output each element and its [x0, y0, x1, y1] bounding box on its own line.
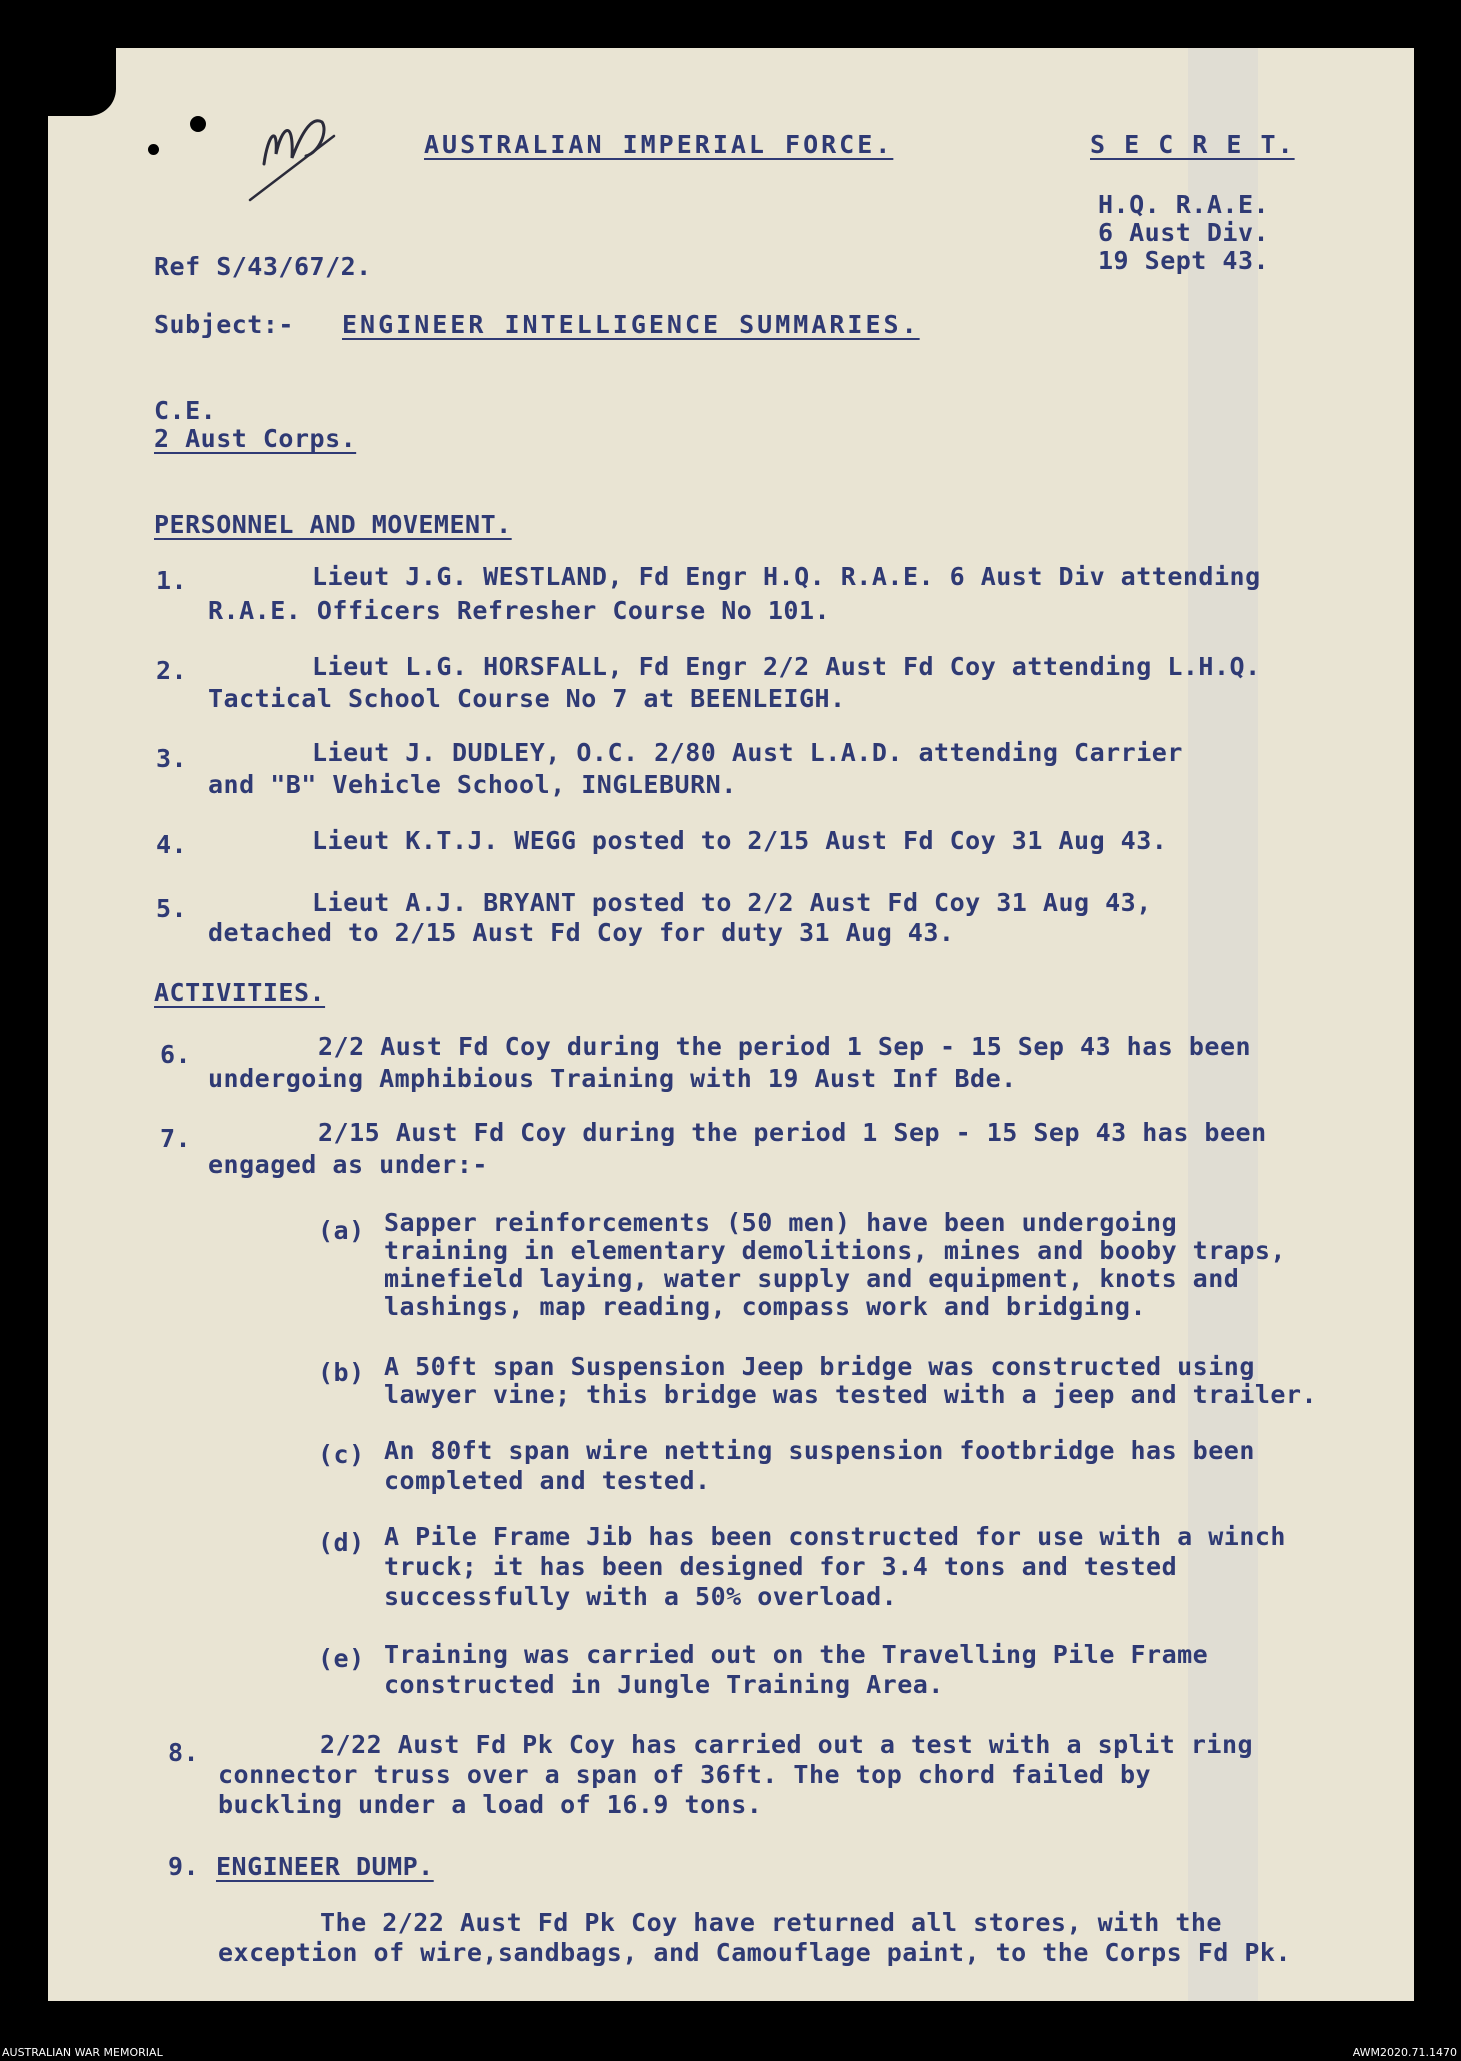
item-text-line: Lieut J. DUDLEY, O.C. 2/80 Aust L.A.D. attending Carrier — [312, 738, 1183, 767]
item-text-line: undergoing Amphibious Training with 19 Aust Inf Bde. — [208, 1064, 1017, 1093]
archive-name: AUSTRALIAN WAR MEMORIAL — [2, 2046, 163, 2059]
item-text-line: R.A.E. Officers Refresher Course No 101. — [208, 596, 831, 625]
sub-item-line: An 80ft span wire netting suspension footbridge has been — [384, 1436, 1255, 1465]
engineer-dump-heading: ENGINEER DUMP. — [216, 1852, 434, 1881]
torn-corner — [48, 48, 116, 116]
item-text-line: Lieut K.T.J. WEGG posted to 2/15 Aust Fd Coy 31 Aug 43. — [312, 826, 1168, 855]
item-number: 6. — [160, 1040, 192, 1069]
sub-item-letter: (d) — [318, 1528, 365, 1557]
archive-footer — [0, 2044, 1461, 2061]
from-line-2: 6 Aust Div. — [1098, 218, 1270, 247]
item-text-line: 2/22 Aust Fd Pk Coy has carried out a test with a split ring — [320, 1730, 1254, 1759]
activities-heading: ACTIVITIES. — [154, 978, 326, 1007]
sub-item-line: A 50ft span Suspension Jeep bridge was constructed using — [384, 1352, 1255, 1381]
item-text-line: Lieut L.G. HORSFALL, Fd Engr 2/2 Aust Fd Coy attending L.H.Q. — [312, 652, 1261, 681]
addressee-line-1: C.E. — [154, 396, 217, 425]
item-number: 2. — [156, 656, 188, 685]
sub-item-line: lashings, map reading, compass work and bridging. — [384, 1292, 1147, 1321]
fold-shadow — [1188, 48, 1258, 2001]
sub-item-line: lawyer vine; this bridge was tested with a jeep and trailer. — [384, 1380, 1318, 1409]
item-number: 7. — [160, 1124, 192, 1153]
item-text-line: Lieut A.J. BRYANT posted to 2/2 Aust Fd Coy 31 Aug 43, — [312, 888, 1152, 917]
sub-item-line: Training was carried out on the Travelling Pile Frame — [384, 1640, 1209, 1669]
item-text-line: engaged as under:- — [208, 1150, 488, 1179]
sub-item-line: training in elementary demolitions, mines and booby traps, — [384, 1236, 1286, 1265]
item-number: 1. — [156, 566, 188, 595]
item-number: 9. — [168, 1852, 200, 1881]
sub-item-line: Sapper reinforcements (50 men) have been undergoing — [384, 1208, 1178, 1237]
item-text-line: Tactical School Course No 7 at BEENLEIGH. — [208, 684, 846, 713]
item-number: 5. — [156, 894, 188, 923]
item-text-line: 2/2 Aust Fd Coy during the period 1 Sep - 15 Sep 43 has been — [318, 1032, 1252, 1061]
item-text-line: Lieut J.G. WESTLAND, Fd Engr H.Q. R.A.E. 6 Aust Div attending — [312, 562, 1261, 591]
sub-item-letter: (a) — [318, 1216, 365, 1245]
sub-item-line: successfully with a 50% overload. — [384, 1582, 898, 1611]
punch-hole — [190, 116, 206, 132]
punch-hole — [148, 144, 159, 155]
subject-label: Subject:- — [154, 310, 294, 339]
item-text-line: buckling under a load of 16.9 tons. — [218, 1790, 763, 1819]
document-date: 19 Sept 43. — [1098, 246, 1270, 275]
item-text-line: connector truss over a span of 36ft. The top chord failed by — [218, 1760, 1152, 1789]
sub-item-letter: (b) — [318, 1358, 365, 1387]
item-number: 8. — [168, 1738, 200, 1767]
handwritten-initials-signature — [248, 96, 448, 216]
classification-marking: S E C R E T. — [1090, 130, 1295, 159]
item-text-line: 2/15 Aust Fd Coy during the period 1 Sep - 15 Sep 43 has been — [318, 1118, 1267, 1147]
personnel-heading: PERSONNEL AND MOVEMENT. — [154, 510, 512, 539]
from-line-1: H.Q. R.A.E. — [1098, 190, 1270, 219]
item-text-line: and "B" Vehicle School, INGLEBURN. — [208, 770, 737, 799]
item-number: 4. — [156, 830, 188, 859]
document-title: AUSTRALIAN IMPERIAL FORCE. — [424, 130, 894, 159]
sub-item-line: constructed in Jungle Training Area. — [384, 1670, 944, 1699]
item-number: 3. — [156, 744, 188, 773]
item-text-line: The 2/22 Aust Fd Pk Coy have returned all stores, with the — [320, 1908, 1222, 1937]
document-page — [48, 48, 1414, 2001]
sub-item-letter: (c) — [318, 1440, 365, 1469]
sub-item-line: completed and tested. — [384, 1466, 711, 1495]
item-text-line: exception of wire,sandbags, and Camouflage paint, to the Corps Fd Pk. — [218, 1938, 1292, 1967]
sub-item-line: truck; it has been designed for 3.4 tons and tested — [384, 1552, 1178, 1581]
reference-number: Ref S/43/67/2. — [154, 252, 372, 281]
sub-item-letter: (e) — [318, 1644, 365, 1673]
sub-item-line: A Pile Frame Jib has been constructed for use with a winch — [384, 1522, 1286, 1551]
item-text-line: detached to 2/15 Aust Fd Coy for duty 31 Aug 43. — [208, 918, 955, 947]
archive-reference: AWM2020.71.1470 — [1352, 2046, 1457, 2059]
subject-text: ENGINEER INTELLIGENCE SUMMARIES. — [342, 310, 920, 339]
addressee-line-2: 2 Aust Corps. — [154, 424, 357, 453]
sub-item-line: minefield laying, water supply and equipment, knots and — [384, 1264, 1240, 1293]
